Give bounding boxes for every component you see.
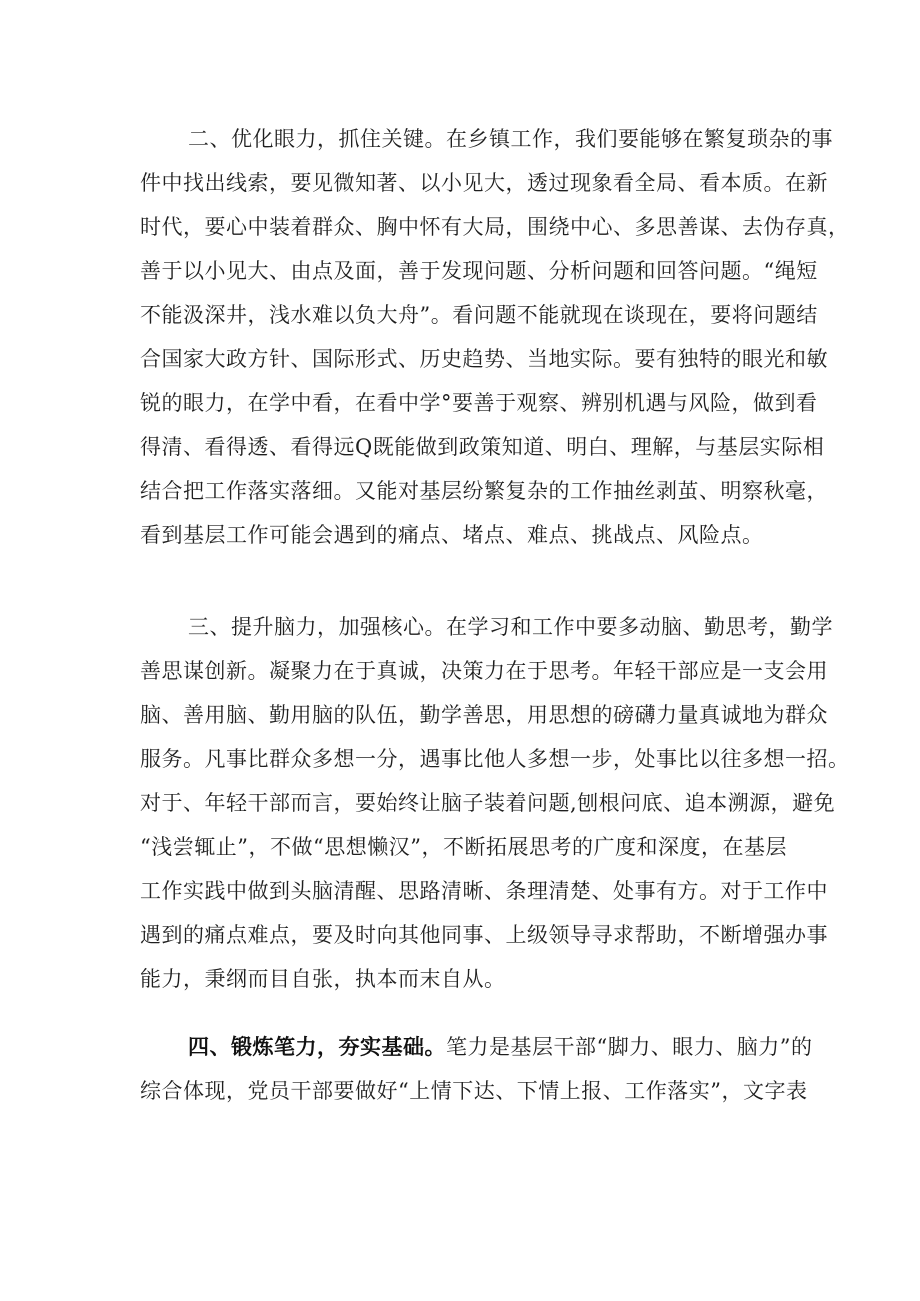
section2-line-6: 合国家大政方针、国际形式、历史趋势、当地实际。要有独特的眼光和敏 bbox=[140, 347, 828, 371]
section3-line-3: 脑、善用脑、勤用脑的队伍，勤学善思，用思想的磅礴力量真诚地为群众 bbox=[140, 703, 828, 727]
section2-line-8: 得清、看得透、看得远Q既能做到政策知道、明白、理解，与基层实际相 bbox=[140, 435, 825, 459]
section3-line-6: “浅尝辄止”，不做“思想懒汉”，不断拓展思考的广度和深度，在基层 bbox=[140, 835, 787, 859]
section3-line-9: 能力，秉纲而目自张，执本而末自从。 bbox=[140, 967, 506, 991]
section2-line-2: 件中找出线索，要见微知著、以小见大，透过现象看全局、看本质。在新 bbox=[140, 171, 828, 195]
section2-line-9: 结合把工作落实落细。又能对基层纷繁复杂的工作抽丝剥茧、明察秋毫， bbox=[140, 479, 828, 503]
section4-heading: 四、锻炼笔力，夯实基础。 bbox=[188, 1035, 446, 1059]
section3-line-4: 服务。凡事比群众多想一分，遇事比他人多想一步，处事比以往多想一招。 bbox=[140, 747, 850, 771]
section2-line-4: 善于以小见大、由点及面，善于发现问题、分析问题和回答问题。“绳短 bbox=[140, 259, 818, 283]
section4-line-1 bbox=[188, 1032, 812, 1062]
section3-line-7: 工作实践中做到头脑清醒、思路清晰、条理清楚、处事有方。对于工作中 bbox=[140, 879, 828, 903]
section2-line-7: 锐的眼力，在学中看，在看中学°要善于观察、辨别机遇与风险，做到看 bbox=[140, 391, 818, 415]
section2-line-3: 时代，要心中装着群众、胸中怀有大局，围绕中心、多思善谋、去伪存真， bbox=[140, 215, 850, 239]
section4-line-1-rest: 笔力是基层干部“脚力、眼力、脑力”的 bbox=[446, 1035, 813, 1059]
section3-line-1: 三、提升脑力，加强核心。在学习和工作中要多动脑、勤思考，勤学 bbox=[188, 615, 833, 639]
section4-line-2: 综合体现，党员干部要做好“上情下达、下情上报、工作落实”，文字表 bbox=[140, 1079, 808, 1103]
section3-line-8: 遇到的痛点难点，要及时向其他同事、上级领导寻求帮助，不断增强办事 bbox=[140, 923, 828, 947]
section2-line-1: 二、优化眼力，抓住关键。在乡镇工作，我们要能够在繁复琐杂的事 bbox=[188, 127, 833, 151]
section3-line-2: 善思谋创新。凝聚力在于真诚，决策力在于思考。年轻干部应是一支会用 bbox=[140, 659, 828, 683]
section3-line-5: 对于、年轻干部而言，要始终让脑子装着问题,刨根问底、追本溯源，避免 bbox=[140, 791, 836, 815]
section2-line-5: 不能汲深井，浅水难以负大舟”。看问题不能就现在谈现在，要将问题结 bbox=[140, 303, 818, 327]
section2-line-10: 看到基层工作可能会遇到的痛点、堵点、难点、挑战点、风险点。 bbox=[140, 523, 764, 547]
